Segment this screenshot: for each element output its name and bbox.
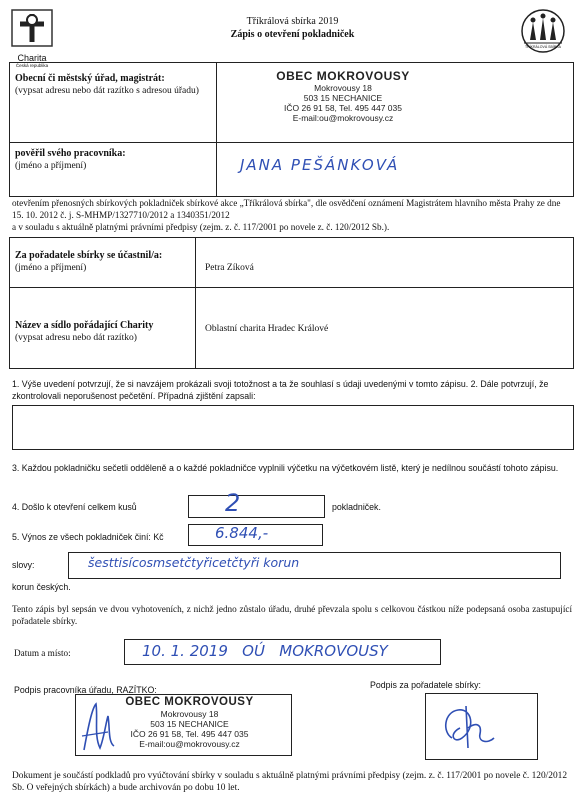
charity-hint: (vypsat adresu nebo dát razítko) xyxy=(15,333,137,343)
charita-cross-icon xyxy=(10,8,54,48)
stamp-name: OBEC MOKROVOUSY xyxy=(276,69,410,83)
point-4-suffix: pokladniček. xyxy=(332,502,381,512)
signature-stamp-ico: IČO 26 91 58, Tel. 495 447 035 xyxy=(130,729,249,739)
closing-text: Tento zápis byl sepsán ve dvou vyhotoveních, z nichž jedno zůstalo úřadu, druhé převzala spolu s celkovou částkou níže podepsaná osoba zastupující pořadatele sbírky. xyxy=(12,604,572,626)
organizer-label: Za pořadatele sbírky se účastnil/a: xyxy=(15,250,163,261)
office-label: Obecní či městský úřad, magistrát: xyxy=(15,73,165,84)
signature-stamp-city: 503 15 NECHANICE xyxy=(150,719,229,729)
charita-logo-subtext: Česká republika xyxy=(15,63,49,68)
intro-text-1: otevřením přenosných sbírkových pokladniček sbírkové akce „Tříkrálová sbírka", dle osvědčení oznámení Magistrátem hlavního města Prahy ze dne 15. 10. 2012 č. j. S-MHMP/1327710/2012 a 1340351/2012 xyxy=(12,198,561,220)
signature-stamp xyxy=(97,696,282,749)
office-stamp xyxy=(248,70,438,123)
point-3-text: 3. Každou pokladničku sečetli odděleně a o každé pokladničce vyplnili výčetku na výčetkovém listě, který je nedílnou součástí tohoto zápisu. xyxy=(12,463,559,473)
trikralova-logo-text: TŘÍKRÁLOVÁ SBÍRKA xyxy=(525,45,561,49)
document-subtitle: Zápis o otevření pokladniček xyxy=(230,29,355,40)
intro-text-2: a v souladu s aktuálně platnými právními předpisy (zejm. z. č. 117/2001 po novele z. č. 120/2012 Sb.). xyxy=(12,222,390,232)
point-5-label: 5. Výnos ze všech pokladniček činí: Kč xyxy=(12,532,164,542)
stamp-email: E-mail:ou@mokrovousy.cz xyxy=(292,113,394,123)
document-title: Tříkrálová sbírka 2019 xyxy=(246,16,339,27)
organizer-value: Petra Zíková xyxy=(205,263,254,273)
signature-stamp-email: E-mail:ou@mokrovousy.cz xyxy=(139,739,240,749)
office-label-cell xyxy=(15,73,210,97)
charita-logo-text: Charita xyxy=(17,53,47,63)
boxes-count-field xyxy=(188,495,325,518)
employee-value: JANA PEŠÁNKOVÁ xyxy=(240,156,400,174)
signature-stamp-name: OBEC MOKROVOUSY xyxy=(125,696,254,708)
organizer-label-cell xyxy=(15,250,190,274)
organizer-hint: (jméno a příjmení) xyxy=(15,263,87,273)
currency-label: korun českých. xyxy=(12,582,71,592)
charity-label: Název a sídlo pořádající Charity xyxy=(15,320,154,331)
organizer-signature-label: Podpis za pořadatele sbírky: xyxy=(370,680,482,690)
employee-label-cell xyxy=(15,148,210,172)
stamp-ico: IČO 26 91 58, Tel. 495 447 035 xyxy=(284,103,402,113)
employee-label: pověřil svého pracovníka: xyxy=(15,148,126,159)
boxes-count-value: 2 xyxy=(225,489,241,517)
stamp-street: Mokrovousy 18 xyxy=(314,83,372,93)
organizer-signature-scribble xyxy=(432,698,532,756)
employee-hint: (jméno a příjmení) xyxy=(15,161,87,171)
charity-value: Oblastní charita Hradec Králové xyxy=(205,324,329,334)
words-label: slovy: xyxy=(12,560,35,570)
signature-stamp-street: Mokrovousy 18 xyxy=(160,709,219,719)
date-place-label: Datum a místo: xyxy=(14,648,71,658)
charity-label-cell xyxy=(15,320,190,344)
office-signature-label: Podpis pracovníka úřadu, RAZÍTKO: xyxy=(14,685,157,695)
office-hint: (vypsat adresu nebo dát razítko s adresou úřadu) xyxy=(15,86,199,96)
stamp-city: 503 15 NECHANICE xyxy=(303,93,383,103)
amount-in-words-value: šesttisícosmsetčtyřicetčtyři korun xyxy=(88,555,300,570)
findings-box xyxy=(12,405,574,450)
point-1-text: 1. Výše uvedení potvrzují, že si navzájem prokázali svoji totožnost a ta že souhlasí s údaji uvedenými v tomto zápisu. 2. Dále potvrzují, že zkontrolovali neporušenost pečetění. Případná zjištění zapsali: xyxy=(12,379,549,401)
office-signature-scribble xyxy=(78,698,118,756)
date-place-value: 10. 1. 2019 OÚ MOKROVOUSY xyxy=(142,642,388,660)
amount-value: 6.844,- xyxy=(215,524,269,542)
footer-text: Dokument je součástí podkladů pro vyúčtování sbírky v souladu s aktuálně platnými právními předpisy (zejm. z. č. 117/2001 po novele č. 120/2012 Sb. O veřejných sbírkách) a bude archivován po dobu 10 let. xyxy=(12,771,568,793)
point-4-label: 4. Došlo k otevření celkem kusů xyxy=(12,502,137,512)
